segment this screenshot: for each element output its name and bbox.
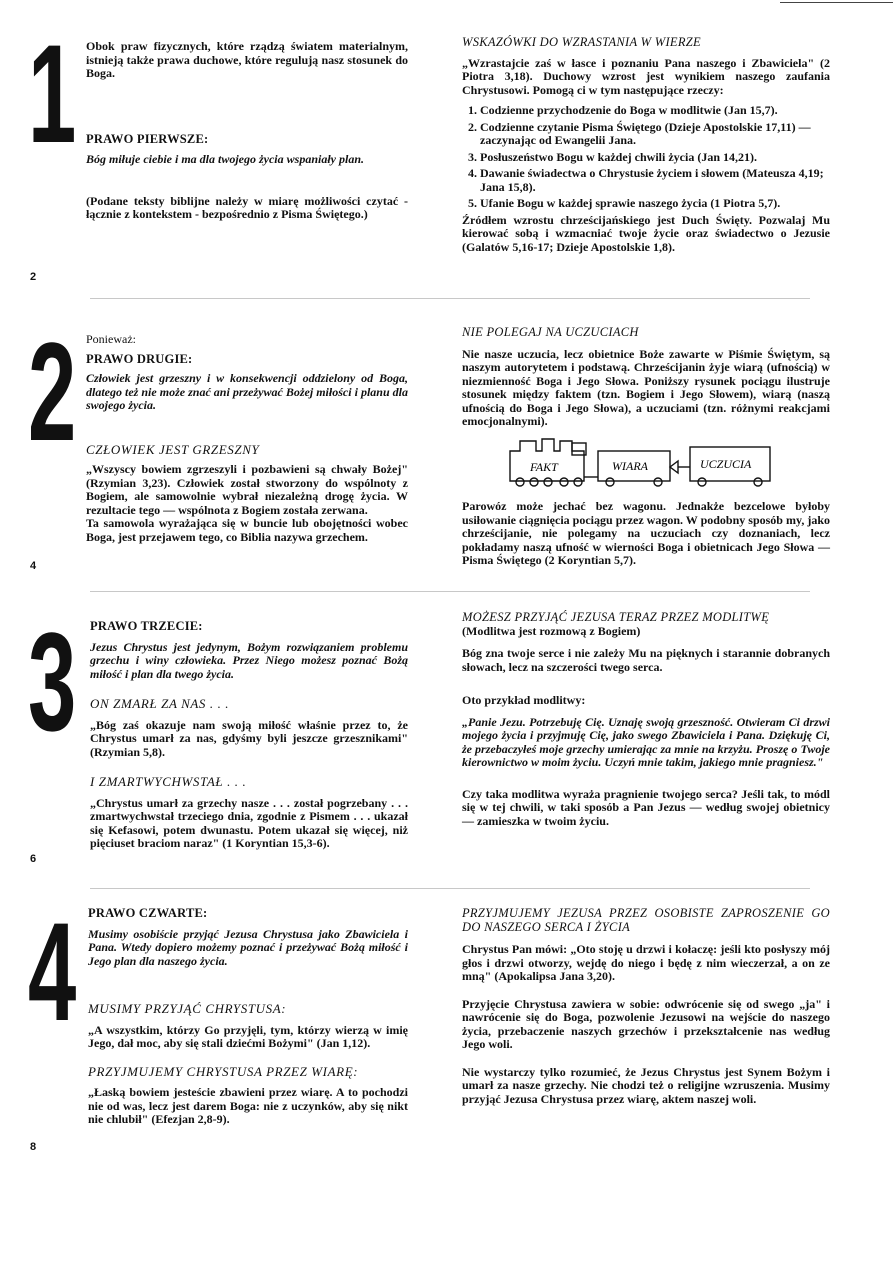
engine-wheel — [516, 478, 524, 486]
section-2-left — [86, 333, 408, 544]
section-divider — [90, 888, 810, 889]
subheading: (Modlitwa jest rozmową z Bogiem) — [462, 623, 641, 638]
section-heading: PRZYJMUJEMY JEZUSA PRZEZ OSOBISTE ZAPROSZENIE GO DO NASZEGO SERCA I ŻYCIA — [462, 906, 830, 934]
paragraph: Parowóz może jechać bez wagonu. Jednakże bezcelowe byłoby usiłowanie ciągnięcia pociągu przez wagon. W podobny sposób my, jako chrześcijanie, nie polegamy na uczuciach czy doznaniach, lecz pokładamy naszą ufność w wierności Boga i obietnicach Jego Słowa — Pisma Świętego (2 Koryntian 5,7). — [462, 499, 830, 567]
paragraph: Bóg zna twoje serce i nie zależy Mu na pięknych i starannie dobranych słowach, lecz na szczerości twego serca. — [462, 646, 830, 674]
wagon-wheel — [606, 478, 614, 486]
section-2-right-after — [462, 500, 830, 568]
train-diagram — [506, 437, 776, 487]
engine-wheel — [574, 478, 582, 486]
section-number-4: 4 — [28, 893, 77, 1050]
intro-text: „Wzrastajcie zaś w łasce i poznaniu Pana naszego i Zbawiciela" (2 Piotra 3,18). Duchowy wzrost jest wynikiem naszego zaufania Chrystusowi. Pomogą ci w tym następujące rzeczy: — [462, 55, 830, 97]
section-heading: WSKAZÓWKI DO WZRASTANIA W WIERZE — [462, 35, 701, 49]
section-number-2: 2 — [28, 313, 77, 470]
engine-wheel — [560, 478, 568, 486]
subheading: ON ZMARŁ ZA NAS . . . — [90, 696, 230, 711]
section-number-1: 1 — [28, 15, 77, 172]
section-number-3: 3 — [28, 603, 77, 760]
law-title: PRAWO PIERWSZE: — [86, 131, 209, 146]
law-text: Musimy osobiście przyjąć Jezusa Chrystusa jako Zbawiciela i Pana. Wtedy dopiero możemy poznać i przeżywać Bożą miłość i Jego plan dla naszego życia. — [88, 926, 408, 968]
subheading: CZŁOWIEK JEST GRZESZNY — [86, 441, 260, 457]
page-number: 8 — [30, 1141, 37, 1153]
subheading: MUSIMY PRZYJĄĆ CHRYSTUSA: — [88, 1001, 287, 1016]
paragraph: Przyjęcie Chrystusa zawiera w sobie: odwrócenie się od swego „ja" i nawrócenie się do Boga, pozwolenie Jezusowi na wejście do naszego życia, przebaczenie naszych grzechów i przekształcenie nas według Jego woli. — [462, 996, 830, 1051]
subheading: PRZYJMUJEMY CHRYSTUSA PRZEZ WIARĘ: — [88, 1063, 359, 1079]
paragraph: „Łaską bowiem jesteście zbawieni przez wiarę. A to pochodzi nie od was, lecz jest darem Boga: nie z uczynków, aby się nikt nie chlubił" (Efezjan 2,8-9). — [88, 1085, 408, 1126]
list-item: 5. Ufanie Bogu w każdej sprawie naszego życia (1 Piotra 5,7). — [480, 197, 830, 211]
list-item: 2. Codzienne czytanie Pisma Świętego (Dzieje Apostolskie 17,11) — zaczynając od Ewangelii Jana. — [480, 121, 830, 148]
page-number: 2 — [30, 271, 37, 283]
example-label: Oto przykład modlitwy: — [462, 693, 586, 707]
engine-wheel — [544, 478, 552, 486]
section-4-right — [462, 907, 830, 1106]
growth-list — [462, 104, 830, 211]
bible-note: (Podane teksty biblijne należy w miarę możliwości czytać - łącznie z kontekstem - bezpośrednio z Pisma Świętego.) — [86, 193, 408, 221]
wagon-label: UCZUCIA — [700, 457, 752, 471]
wagon-wheel — [754, 478, 762, 486]
list-item: 3. Posłuszeństwo Bogu w każdej chwili życia (Jan 14,21). — [480, 151, 830, 165]
page-number: 4 — [30, 560, 37, 572]
law-title: PRAWO TRZECIE: — [90, 619, 203, 633]
wagon-wheel — [698, 478, 706, 486]
lead-text: Ponieważ: — [86, 332, 136, 346]
paragraph: Chrystus Pan mówi: „Oto stoję u drzwi i kołaczę: jeśli kto posłyszy mój głos i drzwi otworzy, wejdę do niego i będę z nim wieczerzał, a on ze mną" (Apokalipsa Jana 3,20). — [462, 942, 830, 983]
section-4-left — [88, 907, 408, 1127]
section-1-left — [86, 40, 408, 222]
wagon-label: WIARA — [612, 459, 648, 473]
section-1-right — [462, 36, 830, 254]
law-text: Jezus Chrystus jest jedynym, Bożym rozwiązaniem problemu grzechu i winy człowieka. Przez Niego możesz poznać Bożą miłość i plan dla twego życia. — [90, 639, 408, 681]
subheading: I ZMARTWYCHWSTAŁ . . . — [90, 774, 247, 789]
list-item: 4. Dawanie świadectwa o Chrystusie życiem i słowem (Mateusza 4,19; Jana 15,8). — [480, 167, 830, 194]
law-text: Człowiek jest grzeszny i w konsekwencji oddzielony od Boga, dlatego też nie może znać ani przeżywać Bożej miłości i planu dla swojego życia. — [86, 371, 408, 412]
wagon-wheel — [654, 478, 662, 486]
paragraph: „Bóg zaś okazuje nam swoją miłość właśnie przez to, że Chrystus umarł za nas, gdyśmy byli jeszcze grzesznikami" (Rzymian 5,8). — [90, 717, 408, 759]
law-title: PRAWO DRUGIE: — [86, 351, 193, 366]
section-divider — [90, 298, 810, 299]
prayer-text: „Panie Jezu. Potrzebuję Cię. Uznaję swoją grzeszność. Otwieram Ci drzwi mojego życia i przyjmuję Cię, jako swego Zbawiciela i Pana. Dziękuję Ci, że przebaczyłeś moje grzechy umierając za mnie na krzyżu. Proszę o Twoje kierownictwo w moim życiu. Uczyń mnie takim, jakiego mnie pragniesz." — [462, 714, 830, 769]
list-item: 1. Codzienne przychodzenie do Boga w modlitwie (Jan 15,7). — [480, 104, 830, 118]
section-heading: NIE POLEGAJ NA UCZUCIACH — [462, 325, 639, 339]
outro-text: Źródłem wzrostu chrześcijańskiego jest Duch Święty. Pozwalaj Mu kierować sobą i wzmacniać twoje życie oraz świadectwo o Jezusie (Galatów 5,16-17; Dzieje Apostolskie 1,8). — [462, 212, 830, 254]
paragraph: „A wszystkim, którzy Go przyjęli, tym, którzy wierzą w imię Jego, dał moc, aby się stali dziećmi Bożymi" (Jan 1,12). — [88, 1022, 408, 1050]
section-2-right — [462, 326, 830, 429]
section-divider — [90, 591, 810, 592]
section-heading: MOŻESZ PRZYJĄĆ JEZUSA TERAZ PRZEZ MODLITWĘ — [462, 610, 770, 624]
paragraph: Ta samowola wyrażająca się w buncie lub obojętności wobec Boga, jest przejawem tego, co Biblia nazywa grzechem. — [86, 516, 408, 544]
section-3-left — [90, 620, 408, 851]
paragraph: Czy taka modlitwa wyraża pragnienie twojego serca? Jeśli tak, to módl się w tej chwili, w taki sposób a Pan Jezus — według swojej obietnicy — zamieszka w twoim życiu. — [462, 786, 830, 828]
paragraph: Nie nasze uczucia, lecz obietnice Boże zawarte w Piśmie Świętym, są naszym autorytetem i podstawą. Chrześcijanin żyje wiarą (ufnością) w niezmienność Boga i Jego Słowa. Poniższy rysunek pociągu ilustruje stosunek między faktem (tzn. Bogiem i Jego Słowem), wiarą (naszą ufnością do Boga i Jego Słowa), a uczuciami (tzn. różnymi reakcjami emocjonalnymi). — [462, 346, 830, 428]
page-number: 6 — [30, 853, 37, 865]
section-3-right — [462, 611, 830, 828]
paragraph: „Wszyscy bowiem zgrzeszyli i pozbawieni są chwały Bożej" (Rzymian 3,23). Człowiek został stworzony do wspólnoty z Bogiem, ale samowolnie wybrał niezależną drogę życia. W rezultacie tego — wspólnota z Bogiem została zerwana. — [86, 462, 408, 517]
paragraph: Nie wystarczy tylko rozumieć, że Jezus Chrystus jest Synem Bożym i umarł za nasze grzechy. Nie chodzi też o religijne wzruszenia. Musimy przyjąć Jezusa Chrystusa przez wiarę, aktem naszej woli. — [462, 1064, 830, 1106]
top-edge-line — [780, 2, 893, 3]
law-text: Bóg miłuje ciebie i ma dla twojego życia wspaniały plan. — [86, 152, 364, 166]
engine-label: FAKT — [530, 460, 558, 474]
engine-wheel — [530, 478, 538, 486]
coupling — [670, 461, 678, 473]
intro-text: Obok praw fizycznych, które rządzą światem materialnym, istnieją także prawa duchowe, które regulują nasz stosunek do Boga. — [86, 39, 408, 80]
law-title: PRAWO CZWARTE: — [88, 906, 208, 920]
paragraph: „Chrystus umarł za grzechy nasze . . . został pogrzebany . . . zmartwychwstał trzeciego dnia, zgodnie z Pismem . . . ukazał się Kefasowi, potem dwunastu. Potem ukazał się więcej, niż pięciuset braciom naraz" (1 Koryntian 15,3-6). — [90, 795, 408, 850]
